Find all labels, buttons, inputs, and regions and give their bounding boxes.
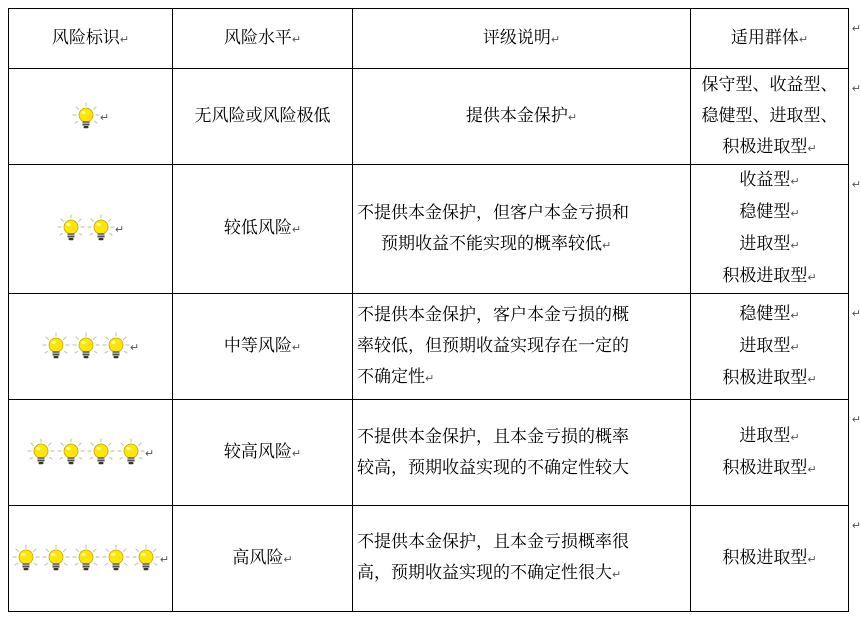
risk-level-cell: 无风险或风险极低 xyxy=(173,69,353,165)
rating-desc-cell: 不提供本金保护，客户本金亏损的概 率较低，但预期收益实现存在一定的 不确定性↵ xyxy=(353,294,691,400)
lightbulb-icon xyxy=(72,544,100,572)
header-risk-level: 风险水平↵ xyxy=(173,9,353,69)
applicable-groups-cell: 保守型、收益型、 稳健型、进取型、 积极进取型↵ ↵ xyxy=(691,69,849,165)
table-row xyxy=(9,294,849,400)
risk-icon-cell: ↵ xyxy=(9,506,173,612)
applicable-groups-cell: 收益型↵ 稳健型↵ 进取型↵ 积极进取型↵ ↵ xyxy=(691,165,849,294)
risk-rating-table xyxy=(8,8,861,612)
rating-desc-cell: 不提供本金保护，且本金亏损概率很 高，预期收益实现的不确定性很大↵ xyxy=(353,506,691,612)
bulb-group xyxy=(12,544,160,572)
rating-desc-cell: 不提供本金保护，但客户本金亏损和 预期收益不能实现的概率较低↵ xyxy=(353,165,691,294)
lightbulb-icon xyxy=(57,438,85,466)
rating-desc-cell: 提供本金保护↵ xyxy=(353,69,691,165)
bulb-group xyxy=(42,332,130,360)
lightbulb-icon xyxy=(87,214,115,242)
risk-icon-cell: ↵ xyxy=(9,69,173,165)
header-applicable-groups: 适用群体↵ ↵ xyxy=(691,9,849,69)
bulb-group xyxy=(57,214,115,242)
lightbulb-icon xyxy=(132,544,160,572)
applicable-groups-cell: 稳健型↵ 进取型↵ 积极进取型↵ ↵ xyxy=(691,294,849,400)
bulb-group xyxy=(72,102,100,130)
risk-icon-cell: ↵ xyxy=(9,400,173,506)
applicable-groups-cell: 积极进取型↵ ↵ xyxy=(691,506,849,612)
lightbulb-icon xyxy=(72,332,100,360)
lightbulb-icon xyxy=(117,438,145,466)
risk-level-cell: 高风险↵ xyxy=(173,506,353,612)
risk-level-cell: 较低风险↵ xyxy=(173,165,353,294)
bulb-group xyxy=(27,438,145,466)
lightbulb-icon xyxy=(42,544,70,572)
lightbulb-icon xyxy=(102,332,130,360)
lightbulb-icon xyxy=(72,102,100,130)
lightbulb-icon xyxy=(87,438,115,466)
table-row xyxy=(9,165,849,294)
risk-level-cell: 中等风险↵ xyxy=(173,294,353,400)
risk-level-cell: 较高风险↵ xyxy=(173,400,353,506)
risk-icon-cell: ↵ xyxy=(9,294,173,400)
header-rating-desc: 评级说明↵ xyxy=(353,9,691,69)
rating-desc-cell: 不提供本金保护，且本金亏损的概率 较高，预期收益实现的不确定性较大 xyxy=(353,400,691,506)
table-row xyxy=(9,400,849,506)
applicable-groups-cell: 进取型↵ 积极进取型↵ ↵ xyxy=(691,400,849,506)
lightbulb-icon xyxy=(12,544,40,572)
table-row xyxy=(9,506,849,612)
lightbulb-icon xyxy=(42,332,70,360)
lightbulb-icon xyxy=(57,214,85,242)
lightbulb-icon xyxy=(27,438,55,466)
risk-icon-cell: ↵ xyxy=(9,165,173,294)
header-row xyxy=(9,9,849,69)
header-risk-icon: 风险标识↵ xyxy=(9,9,173,69)
table-row xyxy=(9,69,849,165)
lightbulb-icon xyxy=(102,544,130,572)
